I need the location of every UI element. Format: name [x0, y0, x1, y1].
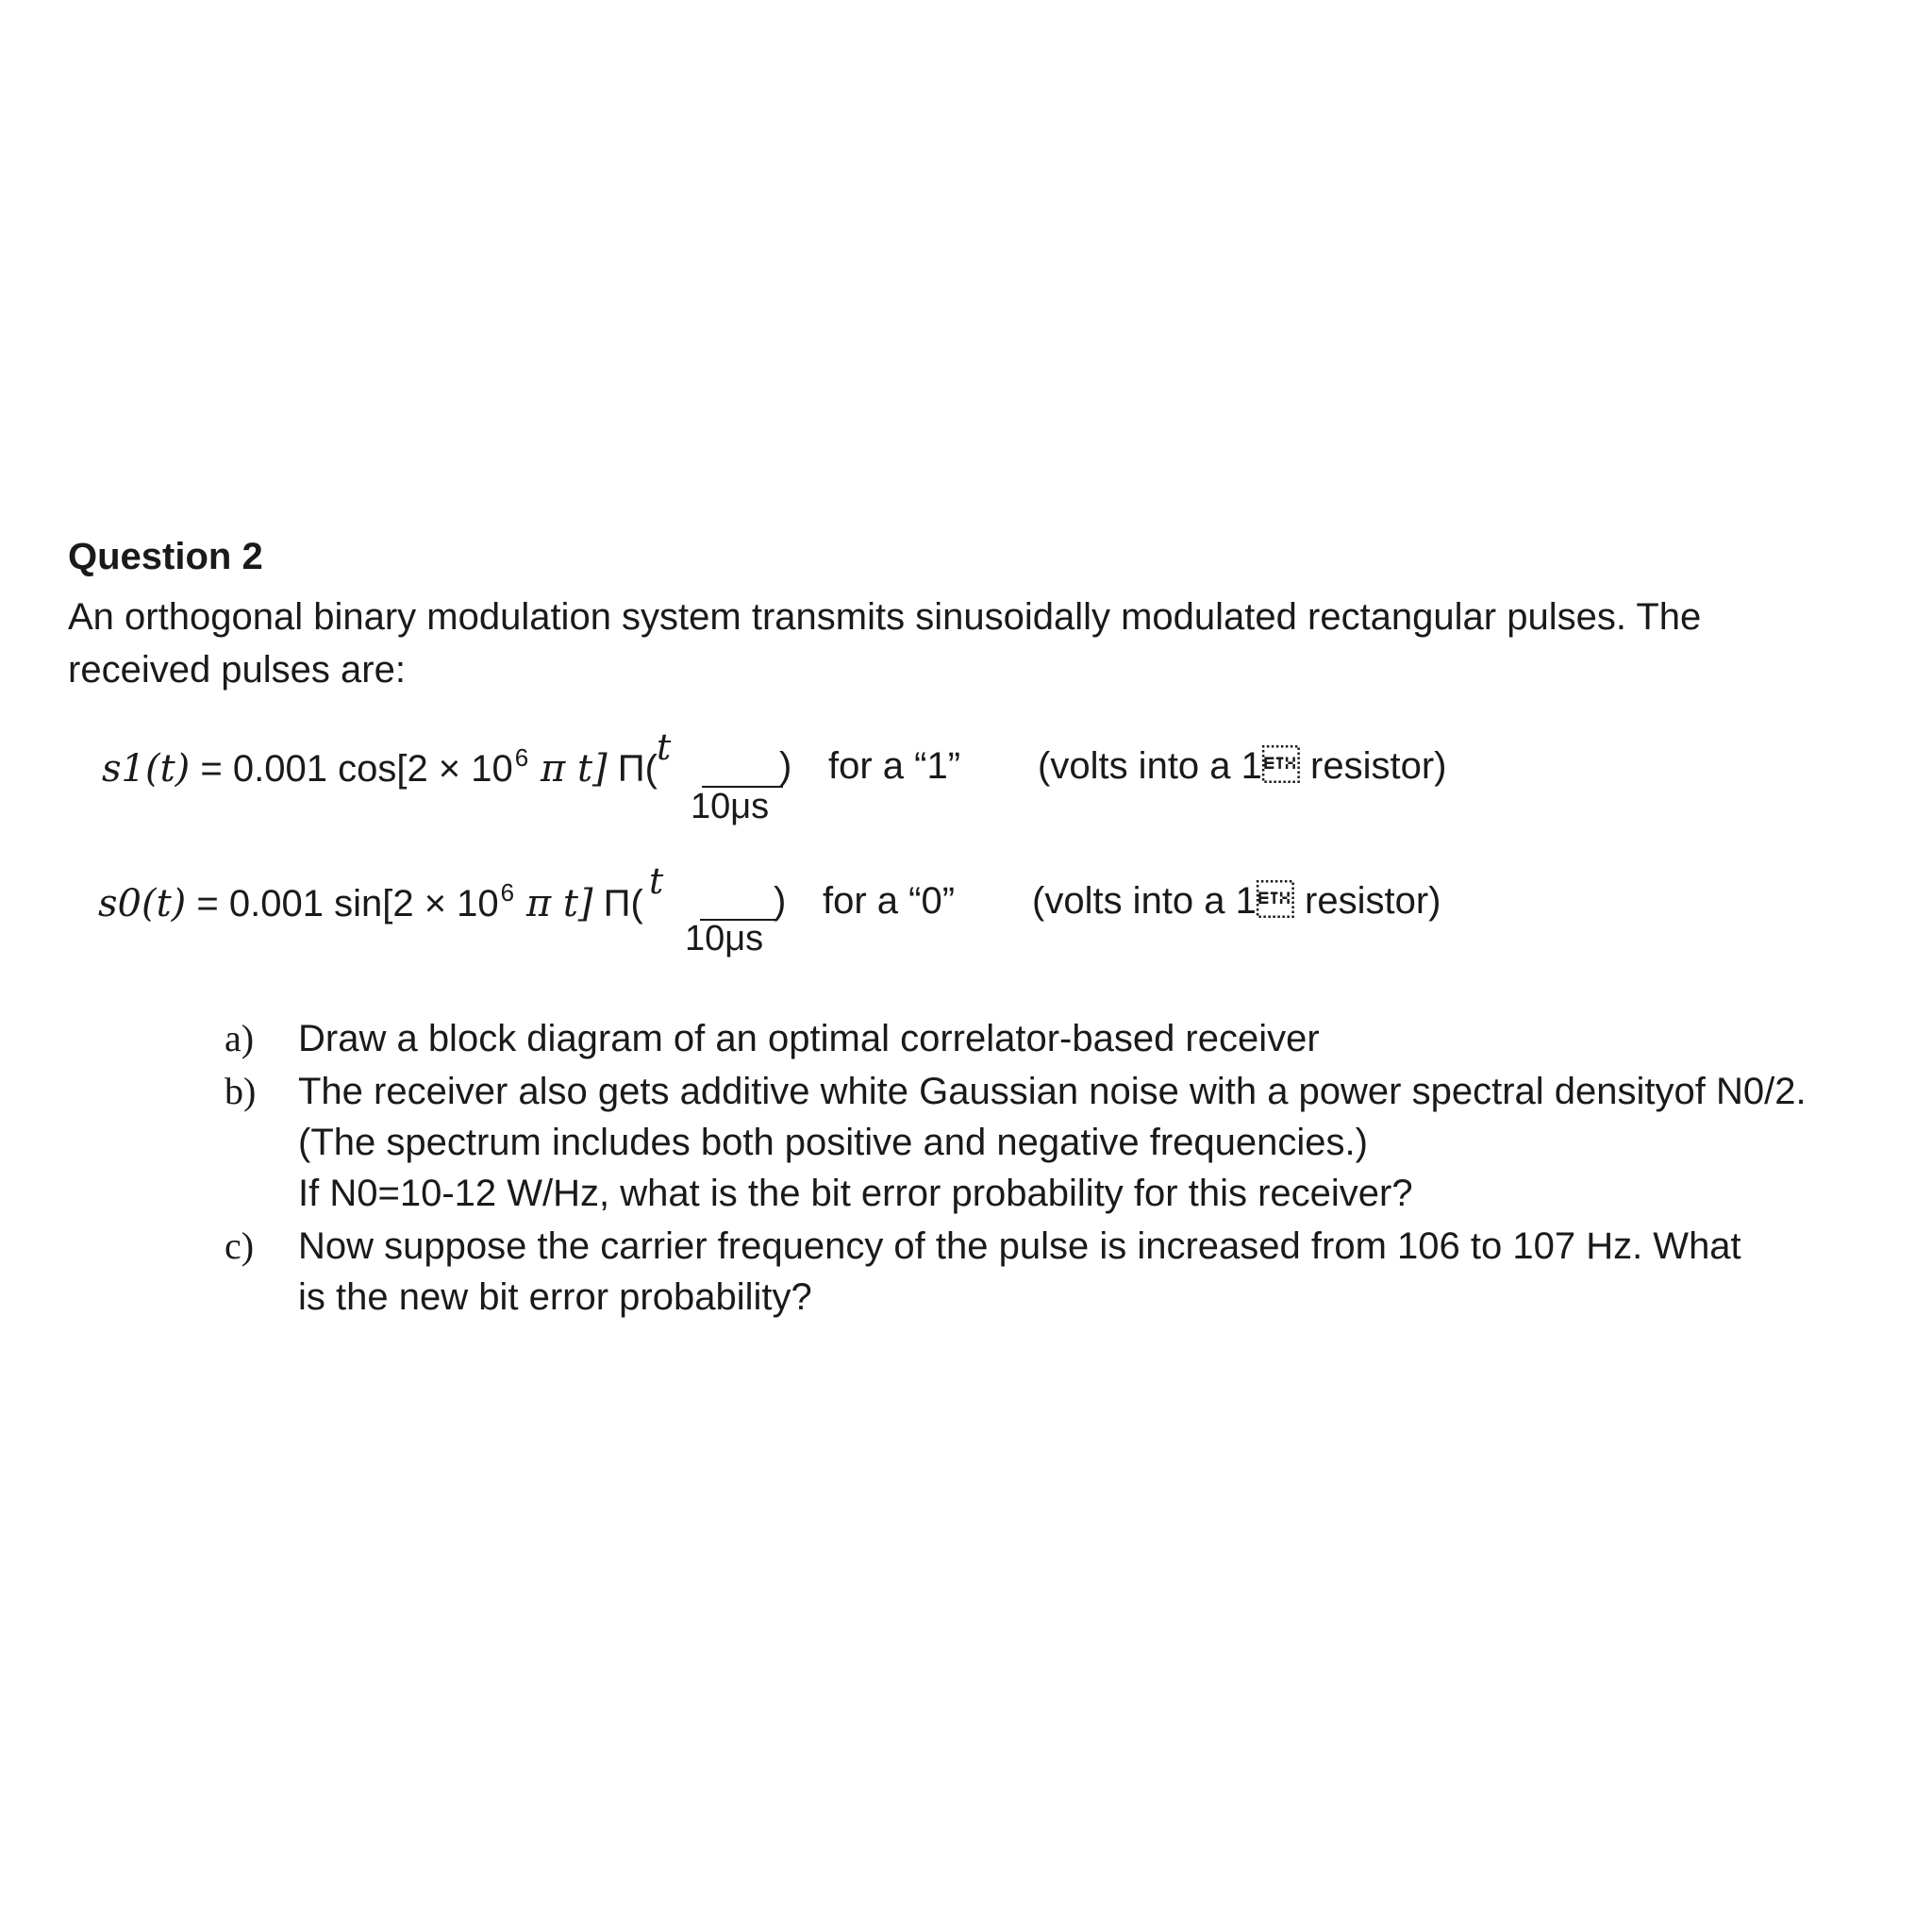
sub-question-text: [298, 1221, 1741, 1323]
sub-question-marker: a): [225, 1017, 255, 1059]
sub-question-line: (The spectrum includes both positive and negative frequencies.): [298, 1122, 1368, 1163]
equation-s1-lhs: [102, 743, 658, 791]
eq2-exponent: 6: [500, 878, 515, 907]
eq1-equals: = 0.001 cos[2 × 10: [200, 748, 513, 790]
sub-question-line: Draw a block diagram of an optimal correlator-based receiver: [298, 1018, 1320, 1059]
eq1-name: s1: [102, 747, 145, 791]
eq2-rect: Π(: [592, 883, 643, 924]
eq1-note: (volts into a 1 resistor): [1038, 745, 1447, 787]
eq2-label: for a “0”: [823, 880, 956, 922]
sub-question-line: is the new bit error probability?: [298, 1276, 812, 1318]
sub-question-text: [298, 1066, 1807, 1219]
sub-question-line: The receiver also gets additive white Gaussian noise with a power spectral densityof N0/2.: [298, 1071, 1807, 1112]
sub-question-a: [225, 1013, 1923, 1064]
eq1-numerator: t: [657, 726, 672, 768]
eq2-numerator: t: [649, 860, 664, 902]
eq1-pi-t: π t]: [528, 747, 608, 791]
eq2-denominator: 10μs: [685, 919, 764, 958]
question-title: Question 2: [68, 536, 263, 577]
sub-question-line: If N0=10-12 W/Hz, what is the bit error probability for this receiver?: [298, 1173, 1413, 1214]
sub-question-line: Now suppose the carrier frequency of the pulse is increased from 106 to 107 Hz. What: [298, 1225, 1741, 1267]
eq2-close: ): [774, 880, 787, 922]
eq2-note: (volts into a 1 resistor): [1032, 880, 1441, 922]
eq2-arg: (t): [141, 882, 187, 925]
eq1-exponent: 6: [514, 743, 529, 772]
intro-line-2: received pulses are:: [68, 649, 406, 691]
equation-s0-lhs: [98, 878, 643, 925]
sub-question-marker: b): [225, 1070, 257, 1112]
sub-question-c: [225, 1221, 1923, 1323]
eq1-rect: Π(: [607, 748, 658, 790]
sub-question-list: [225, 1013, 1923, 1323]
eq1-close: ): [779, 745, 792, 787]
sub-question-b: [225, 1066, 1923, 1219]
eq2-pi-t: π t]: [514, 882, 593, 925]
eq1-arg: (t): [144, 747, 191, 791]
eq2-name: s0: [98, 882, 142, 925]
eq1-denominator: 10μs: [691, 787, 770, 826]
sub-question-marker: c): [225, 1224, 255, 1267]
eq2-equals: = 0.001 sin[2 × 10: [196, 883, 499, 924]
question-intro: [68, 591, 1860, 696]
sub-question-text: [298, 1013, 1320, 1064]
intro-line-1: An orthogonal binary modulation system transmits sinusoidally modulated rectangular pulses. The: [68, 596, 1702, 638]
eq1-label: for a “1”: [828, 745, 961, 787]
